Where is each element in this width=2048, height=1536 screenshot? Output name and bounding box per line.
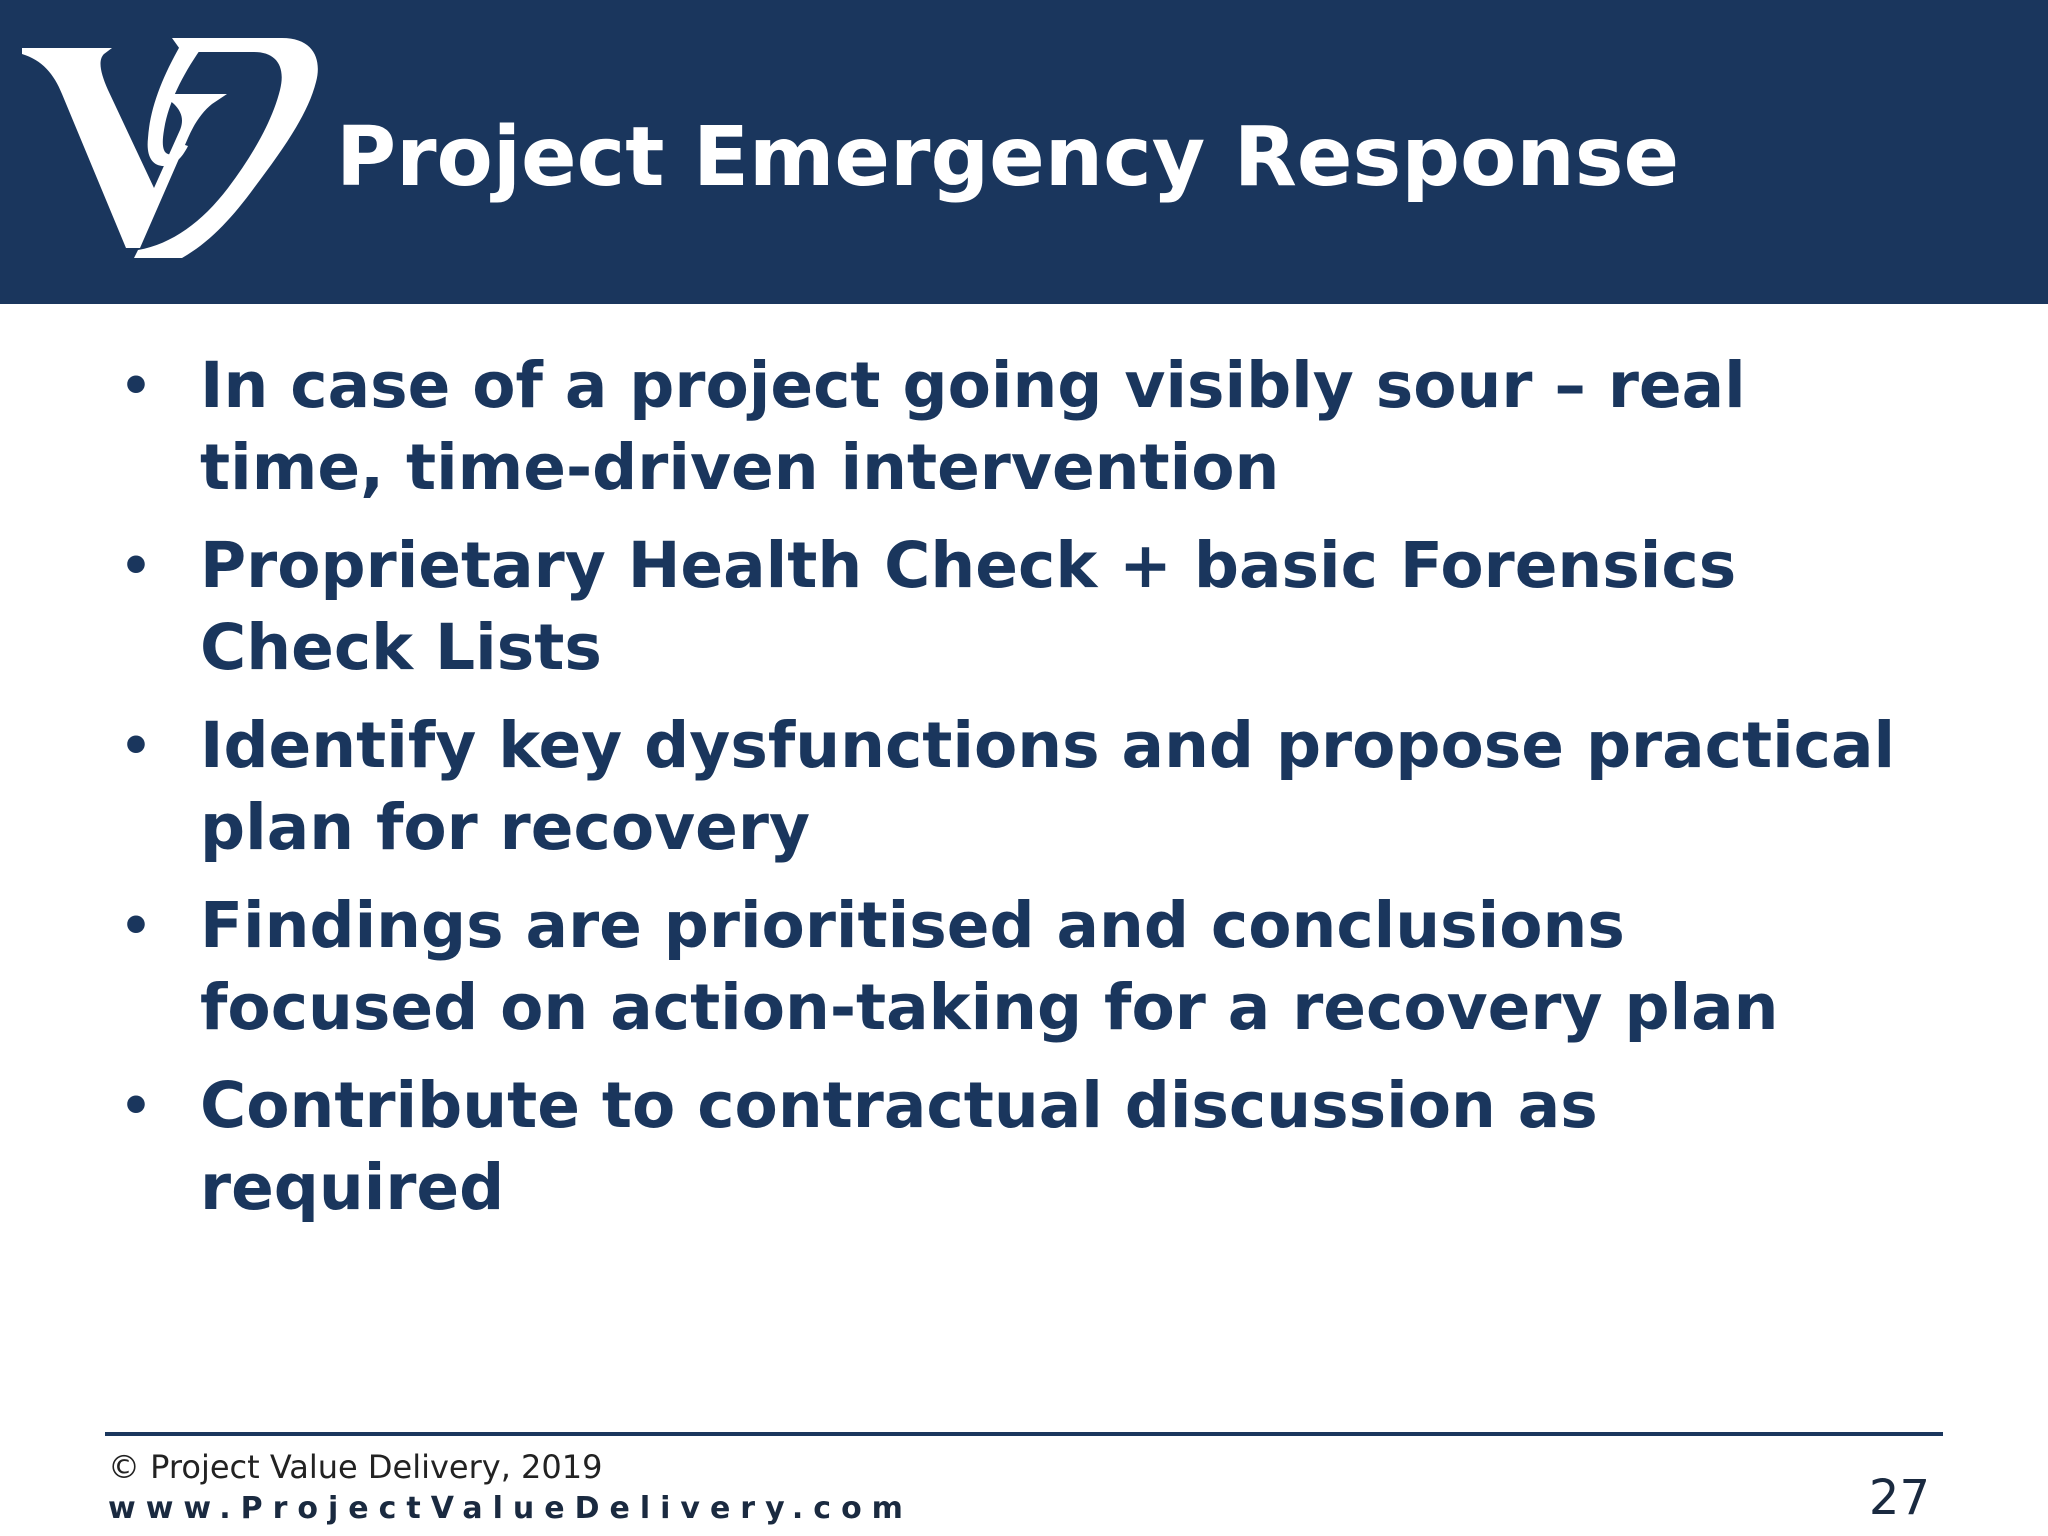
copyright-text: © Project Value Delivery, 2019 [108,1448,603,1486]
pvd-logo-icon [22,38,322,268]
bullet-text: Proprietary Health Check + basic Forensics Check Lists [200,529,1737,684]
bullet-text: Findings are prioritised and conclusions focused on action-taking for a recovery plan [200,889,1779,1044]
bullet-item [120,1065,1920,1229]
header-banner [0,0,2048,304]
bullet-dot-icon: • [120,717,152,775]
bullet-item [120,705,1920,869]
bullet-item [120,525,1920,689]
bullet-dot-icon: • [120,1077,152,1135]
bullet-text: Contribute to contractual discussion as required [200,1069,1598,1224]
bullet-text: In case of a project going visibly sour – real time, time-driven intervention [200,349,1746,504]
website-url: www.ProjectValueDelivery.com [108,1491,913,1526]
page-number: 27 [1868,1470,1930,1526]
bullet-dot-icon: • [120,357,152,415]
bullet-item [120,885,1920,1049]
slide-title: Project Emergency Response [336,110,1680,205]
bullet-item [120,345,1920,509]
footer-divider [105,1432,1943,1436]
bullet-dot-icon: • [120,897,152,955]
bullet-text: Identify key dysfunctions and propose practical plan for recovery [200,709,1896,864]
bullet-dot-icon: • [120,537,152,595]
bullet-list [120,345,1920,1245]
